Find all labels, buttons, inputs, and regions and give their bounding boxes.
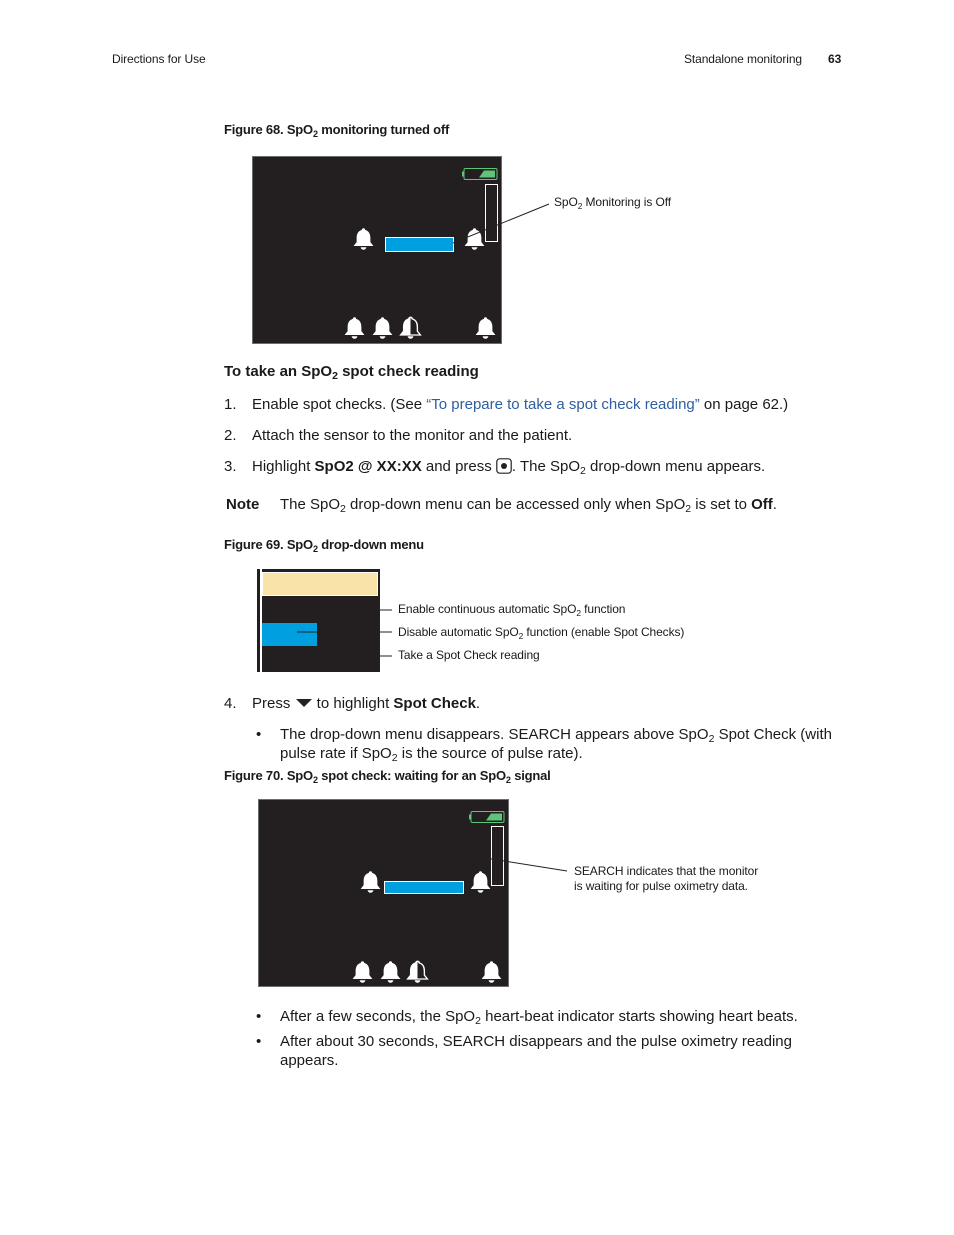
bullet-icon: • xyxy=(256,1008,262,1025)
procedure-heading: To take an SpO$_2$ spot check reading xyxy=(224,363,479,382)
running-header-left: Directions for Use xyxy=(112,52,206,66)
bullet-search-disappears: After about 30 seconds, SEARCH disappears and the pulse oximetry reading appears. xyxy=(280,1033,792,1069)
step-number: 1. xyxy=(224,396,237,413)
figure70-caption: Figure 70. SpO$_2$ spot check: waiting for an SpO$_2$ signal xyxy=(224,768,551,785)
figure68-caption: Figure 68. SpO$_2$ monitoring turned off xyxy=(224,122,450,139)
page-number: 63 xyxy=(828,52,842,66)
step-number: 3. xyxy=(224,458,237,475)
figure68-callout: SpO$_2$ Monitoring is Off xyxy=(554,195,671,211)
step-4-text: Press to highlight Spot Check. xyxy=(252,695,481,712)
bullet-icon: • xyxy=(256,1033,262,1050)
note-text: The SpO$_2$ drop-down menu can be accessed only when SpO$_2$ is set to Off. xyxy=(280,496,777,515)
figure70-callout: SEARCH indicates that the monitor is waiting for pulse oximetry data. xyxy=(574,864,759,893)
cross-reference-link[interactable]: “To prepare to take a spot check reading” xyxy=(426,396,700,413)
step-3-text: Highlight SpO2 @ XX:XX and press . The SpO$_2$ drop-down menu appears. xyxy=(252,458,766,477)
step-number: 2. xyxy=(224,427,237,444)
note-label: Note xyxy=(226,496,260,513)
figure69-callout-enable: Enable continuous automatic SpO$_2$ function xyxy=(398,602,626,618)
step-4-bullet: The drop-down menu disappears. SEARCH appears above SpO$_2$ Spot Check (with pulse rate if SpO$_2$ is the source of pulse rate). xyxy=(280,726,832,764)
running-header-section: Standalone monitoring xyxy=(684,52,802,66)
step-1-text: Enable spot checks. (See “To prepare to take a spot check reading” on page 62.) xyxy=(252,396,789,413)
bullet-heartbeat: After a few seconds, the SpO$_2$ heart-beat indicator starts showing heart beats. xyxy=(280,1008,798,1027)
step-2-text: Attach the sensor to the monitor and the patient. xyxy=(252,427,573,444)
step-number: 4. xyxy=(224,695,237,712)
figure69-caption: Figure 69. SpO$_2$ drop-down menu xyxy=(224,537,424,554)
figure69-callout-disable: Disable automatic SpO$_2$ function (enable Spot Checks) xyxy=(398,625,685,641)
bullet-icon: • xyxy=(256,726,262,743)
figure69-callout-spot-check: Take a Spot Check reading xyxy=(398,648,540,662)
